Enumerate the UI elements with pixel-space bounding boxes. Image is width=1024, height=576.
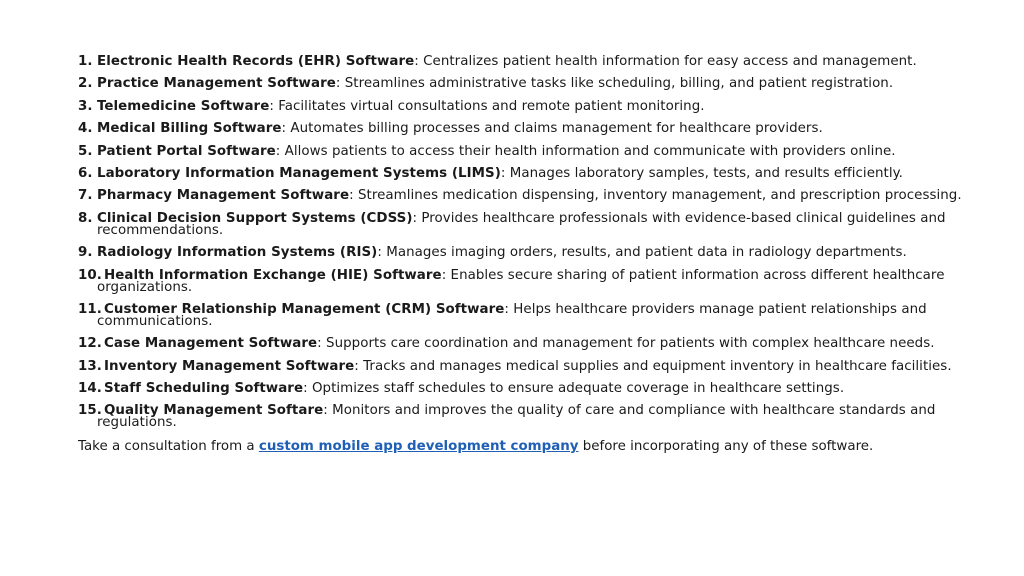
item-number: 8.	[78, 210, 93, 226]
list-item	[78, 98, 964, 114]
item-number: 2.	[78, 76, 93, 92]
item-title: Telemedicine Software	[97, 98, 270, 114]
item-description: : Allows patients to access their health information and communicate with providers online.	[275, 143, 896, 159]
item-number: 11.	[78, 301, 102, 317]
item-description: : Manages imaging orders, results, and patient data in radiology departments.	[377, 245, 907, 261]
item-description: : Helps healthcare providers manage patient relationships and communications.	[97, 301, 927, 329]
item-number: 3.	[78, 98, 93, 114]
item-title: Inventory Management Software	[104, 358, 355, 374]
list-item	[78, 143, 964, 159]
item-title: Practice Management Software	[97, 76, 336, 92]
list-item	[78, 267, 964, 295]
item-number: 10.	[78, 267, 102, 283]
item-title: Case Management Software	[104, 336, 318, 352]
item-number: 5.	[78, 143, 93, 159]
item-description: : Streamlines medication dispensing, inventory management, and prescription processing.	[349, 188, 962, 204]
item-title: Pharmacy Management Software	[97, 188, 350, 204]
item-number: 14.	[78, 381, 102, 397]
item-title: Quality Management Softare	[104, 403, 324, 419]
item-title: Laboratory Information Management Systems (LIMS)	[97, 165, 501, 181]
item-title: Health Information Exchange (HIE) Software	[104, 267, 442, 283]
item-number: 12.	[78, 336, 102, 352]
list-item	[78, 247, 964, 259]
item-description: : Automates billing processes and claims management for healthcare providers.	[281, 121, 823, 137]
list-item	[78, 358, 964, 374]
company-link[interactable]: custom mobile app development company	[258, 438, 579, 454]
list-item	[78, 78, 964, 90]
list-item	[78, 301, 964, 329]
item-title: Customer Relationship Management (CRM) Software	[104, 301, 505, 317]
item-description: : Manages laboratory samples, tests, and results efficiently.	[500, 165, 903, 181]
item-number: 15.	[78, 403, 102, 419]
list-item	[78, 56, 964, 68]
list-item	[78, 383, 964, 395]
item-description: : Centralizes patient health information for easy access and management.	[414, 54, 917, 69]
item-title: Patient Portal Software	[97, 143, 276, 159]
item-description: : Monitors and improves the quality of care and compliance with healthcare standards and regulations.	[97, 403, 936, 431]
list-item	[78, 338, 964, 350]
list-item	[78, 165, 964, 181]
item-number: 6.	[78, 165, 93, 181]
item-number: 7.	[78, 188, 93, 204]
item-title: Radiology Information Systems (RIS)	[97, 245, 378, 261]
list-item	[78, 190, 964, 202]
item-description: : Enables secure sharing of patient information across different healthcare organizations.	[97, 267, 945, 295]
item-description: : Facilitates virtual consultations and remote patient monitoring.	[269, 98, 705, 114]
item-title: Electronic Health Records (EHR) Software	[97, 54, 415, 69]
item-description: : Provides healthcare professionals with evidence-based clinical guidelines and recommendations.	[97, 210, 946, 238]
item-title: Medical Billing Software	[97, 121, 282, 137]
item-number: 13.	[78, 358, 102, 374]
item-title: Staff Scheduling Software	[104, 381, 304, 397]
item-description: : Optimizes staff schedules to ensure adequate coverage in healthcare settings.	[303, 381, 845, 397]
item-description: : Supports care coordination and management for patients with complex healthcare needs.	[317, 336, 935, 352]
list-item	[78, 405, 964, 429]
footer-text-before: Take a consultation from a	[78, 438, 259, 454]
item-number: 1.	[78, 54, 93, 69]
software-list	[78, 56, 964, 429]
item-number: 9.	[78, 245, 93, 261]
item-description: : Streamlines administrative tasks like scheduling, billing, and patient registration.	[335, 76, 894, 92]
item-number: 4.	[78, 121, 93, 137]
item-title: Clinical Decision Support Systems (CDSS)	[97, 210, 413, 226]
footer-text-after: before incorporating any of these software.	[578, 438, 874, 454]
item-description: : Tracks and manages medical supplies and equipment inventory in healthcare facilities.	[354, 358, 952, 374]
footer-note	[78, 440, 964, 454]
list-item	[78, 210, 964, 238]
list-item	[78, 123, 964, 135]
